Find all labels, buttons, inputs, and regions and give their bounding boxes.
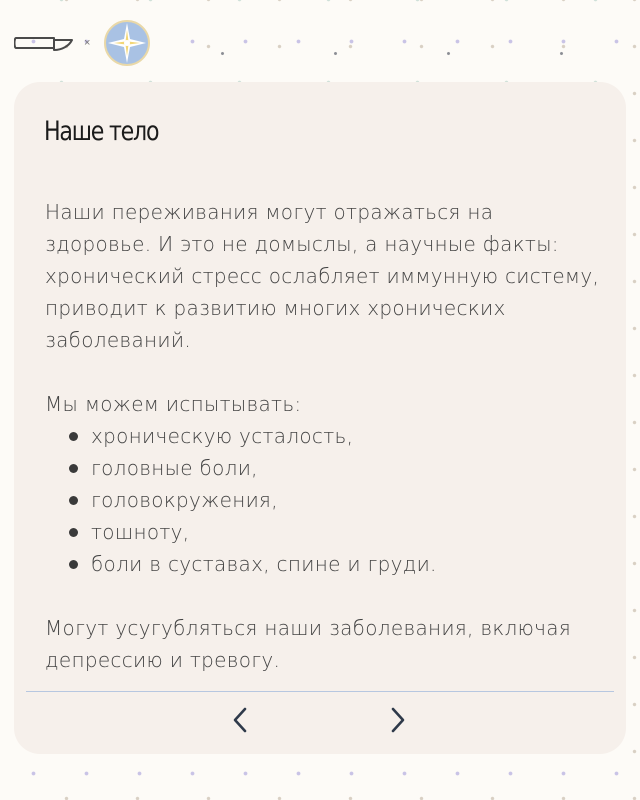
list-item: головные боли, — [45, 452, 605, 484]
list-item: головокружения, — [45, 484, 605, 516]
intro-paragraph: Наши переживания могут отражаться на здоровье. И это не домыслы, а научные факты: хронический стресс ослабляет иммунную систему, приводит к развитию многих хронических заболеваний. — [45, 200, 600, 352]
knife-icon — [14, 31, 74, 55]
content-card — [14, 82, 626, 754]
list-item: тошноту, — [45, 516, 605, 548]
divider — [26, 691, 614, 692]
list-item: хроническую усталость, — [45, 420, 605, 452]
spacer — [45, 580, 605, 612]
list-item: боли в суставах, спине и груди. — [45, 548, 605, 580]
list-heading: Мы можем испытывать: — [45, 392, 302, 416]
spacer — [45, 356, 605, 388]
chevron-right-icon — [388, 706, 408, 734]
collab-separator: × — [84, 37, 91, 49]
prev-button[interactable] — [220, 698, 260, 742]
chevron-left-icon — [230, 706, 250, 734]
card-title: Наше тело — [44, 116, 159, 147]
star-logo-icon — [104, 20, 150, 66]
card-body — [45, 196, 605, 676]
conclusion-paragraph: Могут усугубляться наши заболевания, включая депрессию и тревогу. — [45, 616, 571, 672]
brand-header — [14, 20, 150, 66]
next-button[interactable] — [378, 698, 418, 742]
symptom-list — [45, 420, 605, 580]
